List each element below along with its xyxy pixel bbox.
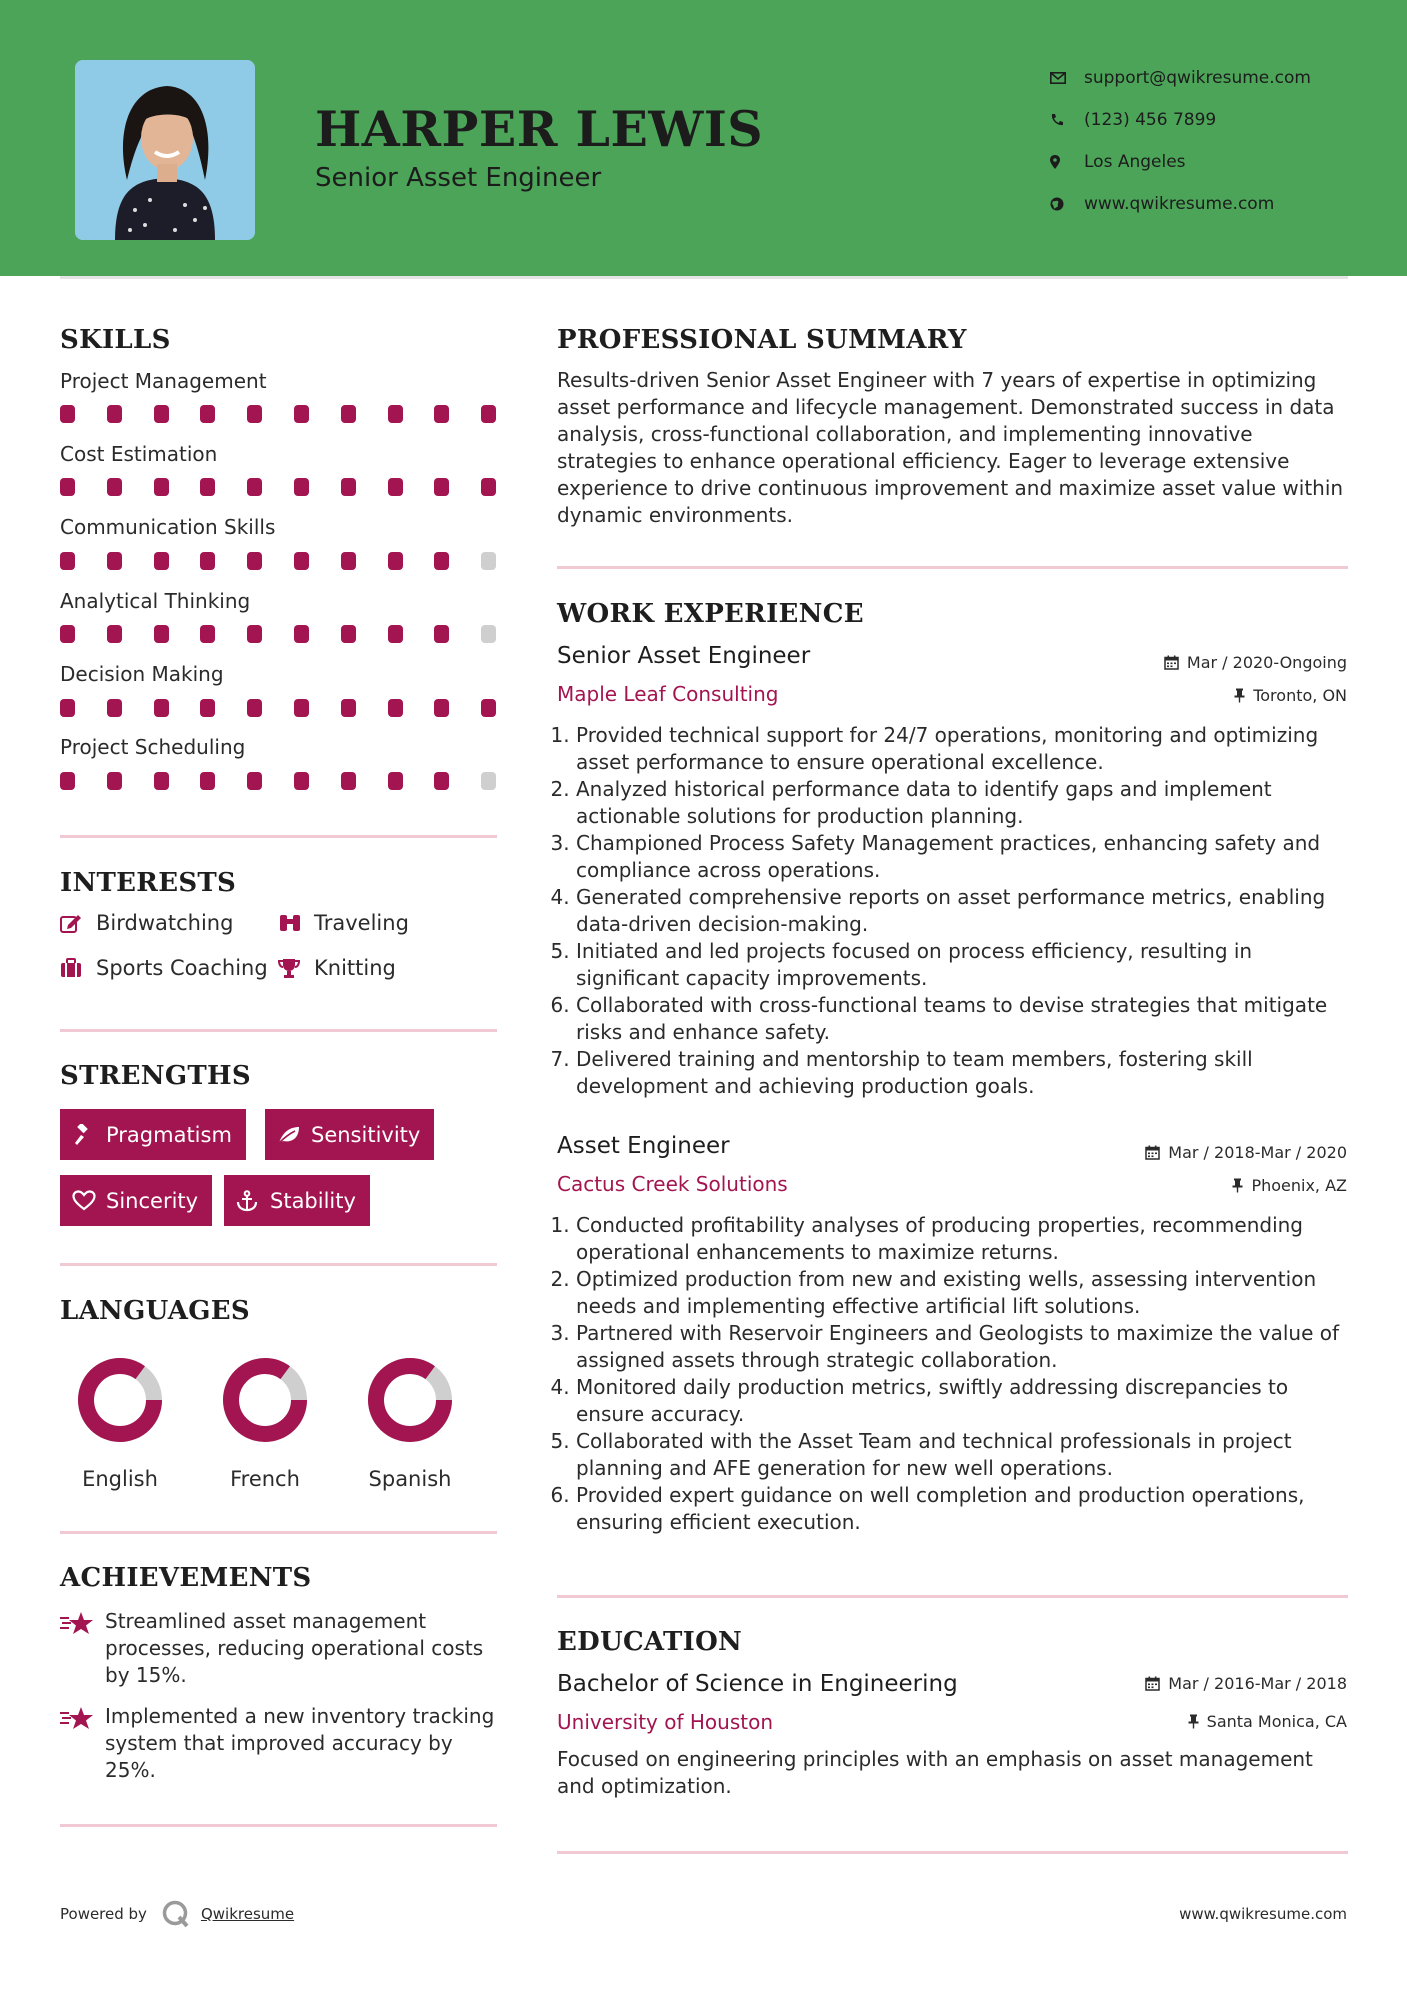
star-icon: [60, 1703, 105, 1784]
section-divider: [60, 835, 497, 838]
resume-header: [0, 0, 1407, 276]
responsibility-item: 4. Generated comprehensive reports on asset performance metrics, enabling data-driven decision-making.: [576, 884, 1357, 938]
section-divider: [557, 566, 1348, 569]
skill-dot-filled: [107, 625, 122, 643]
responsibility-item: 7. Delivered training and mentorship to team members, fostering skill development and achieving production goals.: [576, 1046, 1357, 1100]
skill-dot-filled: [294, 552, 309, 570]
education-heading: EDUCATION: [557, 1627, 743, 1657]
interest-item: [60, 911, 233, 935]
pin-icon: [1188, 1714, 1199, 1729]
skill-dot-filled: [107, 772, 122, 790]
skill-rating: [60, 772, 500, 790]
skill-dot-filled: [60, 772, 75, 790]
responsibility-item: 2. Analyzed historical performance data to identify gaps and implement actionable solutions for production planning.: [576, 776, 1357, 830]
language-name: French: [230, 1467, 300, 1491]
job-dates-text: Mar / 2018-Mar / 2020: [1168, 1143, 1347, 1162]
skill-dot-filled: [107, 699, 122, 717]
header-divider: [60, 276, 1348, 279]
skill-dot-filled: [200, 478, 215, 496]
degree-title: Bachelor of Science in Engineering: [557, 1671, 958, 1697]
strength-tag: [60, 1175, 212, 1226]
language-donut: [365, 1355, 455, 1445]
skill-rating: [60, 625, 500, 643]
skill-dot-filled: [107, 552, 122, 570]
skill-dot-filled: [294, 405, 309, 423]
section-divider: [60, 1824, 497, 1827]
job-responsibilities: [557, 1212, 1357, 1536]
skill-dot-filled: [388, 699, 403, 717]
education-location: [1188, 1712, 1347, 1731]
skill-dot-filled: [341, 772, 356, 790]
skill-dot-empty: [481, 552, 496, 570]
contact-email-text: support@qwikresume.com: [1084, 68, 1311, 88]
location-icon: [1050, 155, 1084, 169]
skill-dot-filled: [294, 625, 309, 643]
section-divider: [557, 1851, 1348, 1854]
interest-label: Traveling: [314, 911, 409, 935]
strength-label: Sincerity: [106, 1188, 199, 1213]
trophy-icon: [278, 958, 314, 978]
pin-icon: [1232, 1178, 1243, 1193]
briefcase-icon: [60, 958, 96, 978]
skill-dot-filled: [60, 405, 75, 423]
powered-by-text: Powered by: [60, 1905, 147, 1923]
skill-dot-filled: [388, 625, 403, 643]
skill-dot-filled: [247, 625, 262, 643]
language-item: [350, 1355, 470, 1491]
strength-tag: [265, 1109, 434, 1160]
school-name: University of Houston: [557, 1710, 774, 1734]
interest-item: [278, 956, 396, 980]
contact-email[interactable]: [1050, 57, 1311, 99]
interest-item: [278, 911, 409, 935]
skill-dot-filled: [200, 625, 215, 643]
job-dates: [1145, 1143, 1347, 1162]
language-item: [60, 1355, 180, 1491]
skill-dot-empty: [481, 772, 496, 790]
skill-dot-filled: [294, 478, 309, 496]
skill-dot-filled: [154, 699, 169, 717]
interest-label: Birdwatching: [96, 911, 234, 935]
skill-dot-filled: [154, 552, 169, 570]
calendar-icon: [1164, 655, 1179, 670]
skill-dot-filled: [434, 405, 449, 423]
company-name: Maple Leaf Consulting: [557, 682, 779, 706]
responsibility-item: 3. Partnered with Reservoir Engineers and Geologists to maximize the value of assigned assets through strategic collaboration.: [576, 1320, 1357, 1374]
skill-dot-filled: [341, 552, 356, 570]
skill-name: Decision Making: [60, 662, 224, 686]
skill-dot-filled: [341, 478, 356, 496]
summary-heading: PROFESSIONAL SUMMARY: [557, 325, 967, 355]
job-location-text: Toronto, ON: [1253, 686, 1347, 705]
skill-dot-filled: [60, 552, 75, 570]
skill-dot-filled: [388, 552, 403, 570]
skill-dot-filled: [107, 478, 122, 496]
skill-dot-filled: [481, 405, 496, 423]
strength-label: Pragmatism: [106, 1122, 232, 1147]
achievement-text: Implemented a new inventory tracking system that improved accuracy by 25%.: [105, 1704, 495, 1782]
skill-dot-filled: [434, 552, 449, 570]
responsibility-item: 1. Conducted profitability analyses of producing properties, recommending operational enhancements to maximize returns.: [576, 1212, 1357, 1266]
envelope-icon: [1050, 72, 1084, 84]
skill-dot-filled: [247, 699, 262, 717]
globe-icon: [1050, 197, 1084, 211]
responsibility-item: 6. Provided expert guidance on well completion and production operations, ensuring efficient execution.: [576, 1482, 1357, 1536]
skill-dot-filled: [388, 478, 403, 496]
phone-icon: [1050, 113, 1084, 127]
skill-dot-empty: [481, 625, 496, 643]
section-divider: [60, 1029, 497, 1032]
skill-dot-filled: [434, 699, 449, 717]
education-location-text: Santa Monica, CA: [1206, 1712, 1347, 1731]
strength-tag: [60, 1109, 246, 1160]
anchor-icon: [236, 1190, 270, 1212]
skill-dot-filled: [247, 405, 262, 423]
interest-label: Knitting: [314, 956, 396, 980]
heart-icon: [72, 1190, 106, 1211]
skill-dot-filled: [481, 699, 496, 717]
interests-heading: INTERESTS: [60, 868, 237, 898]
achievement-item: [60, 1608, 500, 1689]
pin-icon: [1234, 688, 1245, 703]
job-dates: [1164, 653, 1347, 672]
contact-list: [1050, 57, 1311, 225]
interest-label: Sports Coaching: [96, 956, 268, 980]
skill-dot-filled: [434, 772, 449, 790]
skill-dot-filled: [434, 625, 449, 643]
skill-name: Communication Skills: [60, 515, 276, 539]
footer-branding: [60, 1899, 294, 1929]
footer-website[interactable]: www.qwikresume.com: [1179, 1905, 1347, 1923]
skill-dot-filled: [60, 625, 75, 643]
skill-name: Cost Estimation: [60, 442, 218, 466]
strengths-heading: STRENGTHS: [60, 1061, 251, 1091]
skill-dot-filled: [60, 699, 75, 717]
pencil-square-icon: [60, 913, 96, 933]
job-dates-text: Mar / 2020-Ongoing: [1186, 653, 1347, 672]
contact-phone[interactable]: [1050, 99, 1311, 141]
strength-tag: [224, 1175, 370, 1226]
candidate-role: Senior Asset Engineer: [315, 163, 602, 193]
contact-location: [1050, 141, 1311, 183]
achievement-item: [60, 1703, 500, 1784]
skill-dot-filled: [200, 772, 215, 790]
achievements-heading: ACHIEVEMENTS: [60, 1563, 312, 1593]
leaf-icon: [277, 1125, 311, 1145]
skill-rating: [60, 699, 500, 717]
qwikresume-logo-icon: [161, 1899, 191, 1929]
skill-dot-filled: [200, 699, 215, 717]
contact-phone-text: (123) 456 7899: [1084, 110, 1217, 130]
skill-dot-filled: [154, 478, 169, 496]
language-item: [205, 1355, 325, 1491]
skill-dot-filled: [107, 405, 122, 423]
language-donut: [75, 1355, 165, 1445]
languages-heading: LANGUAGES: [60, 1296, 250, 1326]
skill-dot-filled: [341, 405, 356, 423]
skill-dot-filled: [247, 552, 262, 570]
job-location: [1232, 1176, 1347, 1195]
achievement-text: Streamlined asset management processes, reducing operational costs by 15%.: [105, 1609, 484, 1687]
company-name: Cactus Creek Solutions: [557, 1172, 788, 1196]
skills-heading: SKILLS: [60, 325, 171, 355]
job-location: [1234, 686, 1347, 705]
skill-dot-filled: [388, 772, 403, 790]
skill-dot-filled: [154, 772, 169, 790]
profile-photo: [75, 60, 255, 240]
responsibility-item: 1. Provided technical support for 24/7 operations, monitoring and optimizing asset performance to ensure operational excellence.: [576, 722, 1357, 776]
skill-dot-filled: [481, 478, 496, 496]
skill-dot-filled: [247, 478, 262, 496]
star-icon: [60, 1608, 105, 1689]
skill-dot-filled: [200, 552, 215, 570]
strength-label: Sensitivity: [311, 1122, 421, 1147]
skill-dot-filled: [341, 699, 356, 717]
skill-dot-filled: [154, 405, 169, 423]
responsibility-item: 4. Monitored daily production metrics, swiftly addressing discrepancies to ensure accuracy.: [576, 1374, 1357, 1428]
summary-text: Results-driven Senior Asset Engineer with 7 years of expertise in optimizing asset performance and lifecycle management. Demonstrated success in data analysis, cross-functional collaboration, and implementing innovative strategies to enhance operational efficiency. Eager to leverage extensive experience to drive continuous improvement and maximize asset value within dynamic environments.: [557, 368, 1344, 527]
education-description: Focused on engineering principles with an emphasis on asset management and optimization.: [557, 1747, 1313, 1798]
language-name: English: [82, 1467, 158, 1491]
candidate-name: HARPER LEWIS: [315, 100, 764, 158]
education-dates-text: Mar / 2016-Mar / 2018: [1168, 1674, 1347, 1693]
job-location-text: Phoenix, AZ: [1251, 1176, 1347, 1195]
section-divider: [557, 1595, 1348, 1598]
skill-dot-filled: [247, 772, 262, 790]
skill-dot-filled: [341, 625, 356, 643]
contact-website-text: www.qwikresume.com: [1084, 194, 1275, 214]
binoculars-icon: [278, 913, 314, 933]
responsibility-item: 5. Collaborated with the Asset Team and technical professionals in project planning and AFE generation for new well operations.: [576, 1428, 1357, 1482]
qwikresume-link[interactable]: Qwikresume: [200, 1905, 295, 1923]
gavel-icon: [72, 1124, 106, 1146]
job-responsibilities: [557, 722, 1357, 1100]
skill-rating: [60, 552, 500, 570]
responsibility-item: 5. Initiated and led projects focused on process efficiency, resulting in significant capacity improvements.: [576, 938, 1357, 992]
education-dates: [1145, 1674, 1347, 1693]
skill-name: Analytical Thinking: [60, 589, 251, 613]
job-title: Asset Engineer: [557, 1133, 730, 1159]
skill-dot-filled: [200, 405, 215, 423]
skill-dot-filled: [60, 478, 75, 496]
responsibility-item: 3. Championed Process Safety Management practices, enhancing safety and compliance across operations.: [576, 830, 1357, 884]
responsibility-item: 6. Collaborated with cross-functional teams to devise strategies that mitigate risks and enhance safety.: [576, 992, 1357, 1046]
skill-dot-filled: [294, 699, 309, 717]
skill-rating: [60, 405, 500, 423]
section-divider: [60, 1263, 497, 1266]
contact-website[interactable]: [1050, 183, 1311, 225]
responsibility-item: 2. Optimized production from new and existing wells, assessing intervention needs and implementing effective artificial lift solutions.: [576, 1266, 1357, 1320]
skill-rating: [60, 478, 500, 496]
section-divider: [60, 1531, 497, 1534]
skill-dot-filled: [388, 405, 403, 423]
experience-heading: WORK EXPERIENCE: [557, 599, 864, 629]
skill-name: Project Management: [60, 369, 267, 393]
skill-dot-filled: [154, 625, 169, 643]
calendar-icon: [1145, 1676, 1160, 1691]
skill-name: Project Scheduling: [60, 735, 246, 759]
language-name: Spanish: [368, 1467, 452, 1491]
contact-location-text: Los Angeles: [1084, 152, 1186, 172]
skill-dot-filled: [294, 772, 309, 790]
interest-item: [60, 956, 268, 980]
skill-dot-filled: [434, 478, 449, 496]
calendar-icon: [1145, 1145, 1160, 1160]
strength-label: Stability: [270, 1188, 356, 1213]
language-donut: [220, 1355, 310, 1445]
job-title: Senior Asset Engineer: [557, 643, 811, 669]
